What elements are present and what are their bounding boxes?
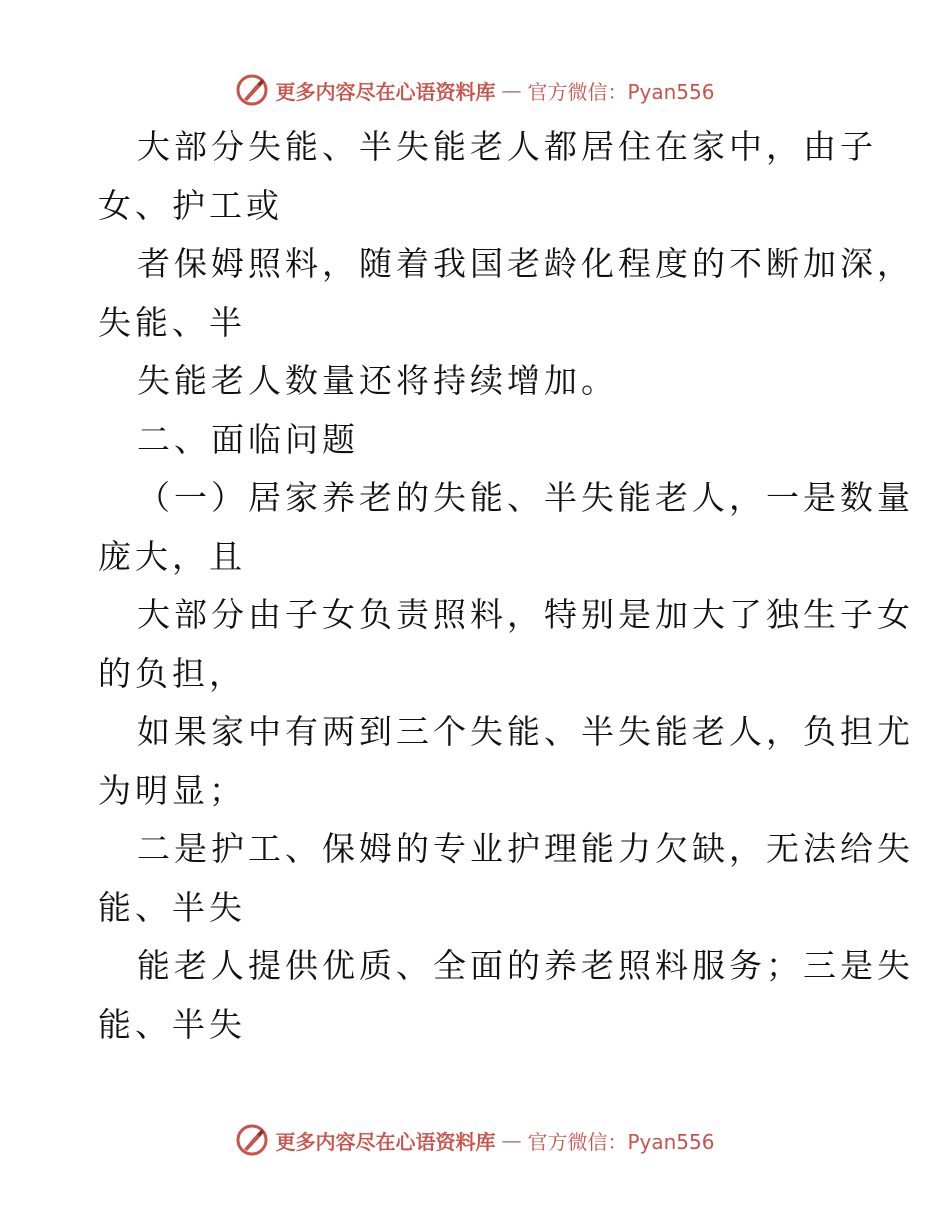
body-line: 庞大，且 (98, 536, 246, 576)
body-line: 能、半失 (98, 887, 246, 927)
body-line: 大部分由子女负责照料，特别是加大了独生子女 (137, 595, 914, 634)
pen-circle-logo-icon (235, 73, 269, 107)
body-line: 失能、半 (98, 302, 246, 342)
body-line: 能老人提供优质、全面的养老照料服务；三是失 (137, 946, 914, 985)
section-heading: 二、面临问题 (137, 419, 359, 459)
header-banner (0, 70, 950, 110)
body-line: 女、护工或 (98, 185, 283, 225)
header-dash: — (501, 78, 522, 102)
footer-dash: — (501, 1128, 522, 1152)
body-line: 为明显； (98, 770, 246, 810)
body-line: 能、半失 (98, 1004, 246, 1044)
header-wechat-text: 官方微信：Pyan556 (527, 79, 715, 104)
body-line: 失能老人数量还将持续增加。 (137, 361, 618, 400)
footer-banner (0, 1120, 950, 1160)
footer-wechat-text: 官方微信：Pyan556 (527, 1129, 715, 1154)
header-brand-text: 更多内容尽在心语资料库 (275, 79, 496, 104)
footer-brand-text: 更多内容尽在心语资料库 (275, 1129, 496, 1154)
body-line: （一）居家养老的失能、半失能老人，一是数量 (137, 478, 914, 517)
body-line: 二是护工、保姆的专业护理能力欠缺，无法给失 (137, 829, 914, 868)
body-line: 大部分失能、半失能老人都居住在家中，由子 (137, 127, 877, 166)
body-line: 如果家中有两到三个失能、半失能老人，负担尤 (137, 712, 914, 751)
body-line: 者保姆照料，随着我国老龄化程度的不断加深， (137, 244, 914, 283)
pen-circle-logo-icon (235, 1123, 269, 1157)
document-body (98, 118, 914, 1054)
body-line: 的负担， (98, 653, 246, 693)
